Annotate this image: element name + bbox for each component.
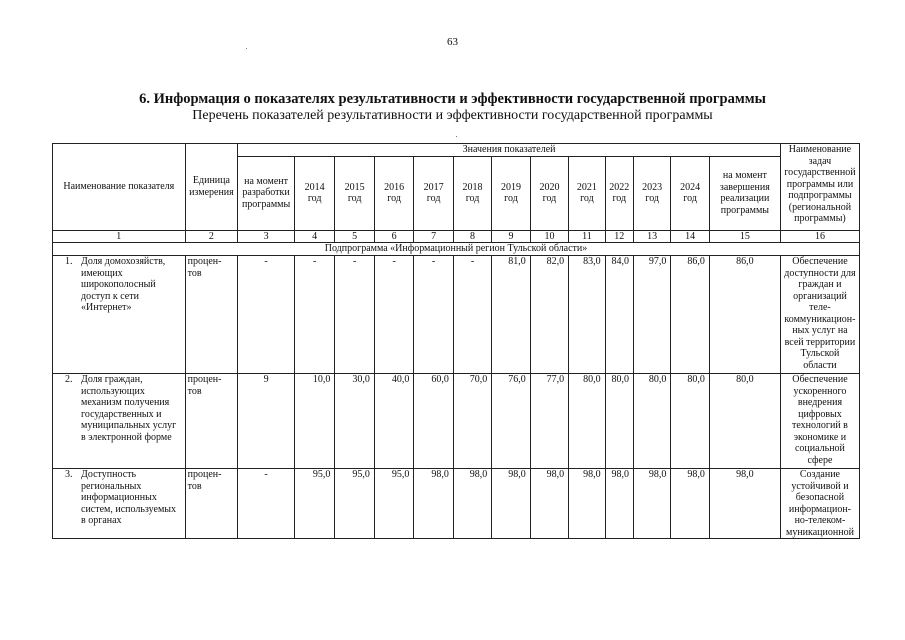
- row-number: 3.: [65, 469, 73, 480]
- header-year-2015: 2015 год: [335, 156, 374, 230]
- indicator-name-cell: [53, 374, 186, 469]
- value-2023: 98,0: [633, 469, 670, 539]
- row-number: 2.: [65, 374, 73, 385]
- subprogram-title: Подпрограмма «Информационный регион Тульской области»: [53, 243, 860, 256]
- unit-cell: процен-тов: [185, 469, 238, 539]
- value-2018: 98,0: [453, 469, 491, 539]
- header-year-2024: 2024 год: [671, 156, 709, 230]
- header-year-2016: 2016 год: [374, 156, 413, 230]
- indicator-name: Доля домохозяйств, имеющих широкополосный доступ к сети «Интернет»: [81, 256, 166, 313]
- value-2021: 83,0: [569, 256, 605, 374]
- task-cell: Создание устойчивой и безопасной информацион-но-телеком-муникационной: [780, 469, 859, 539]
- page-number: 63: [447, 36, 458, 48]
- value-2018: -: [453, 256, 491, 374]
- header-start: на момент разработки программы: [238, 156, 295, 230]
- row-number: 1.: [65, 256, 73, 267]
- value-2021: 98,0: [569, 469, 605, 539]
- task-cell: Обеспечение ускоренного внедрения цифровых технологий в экономике и социальной сфере: [780, 374, 859, 469]
- column-number: 15: [709, 230, 780, 243]
- header-name: Наименование показателя: [53, 144, 186, 231]
- column-number: 14: [671, 230, 709, 243]
- column-number: 8: [453, 230, 491, 243]
- column-number-row: [53, 230, 860, 243]
- value-2018: 70,0: [453, 374, 491, 469]
- column-number: 4: [294, 230, 334, 243]
- value-2016: -: [374, 256, 413, 374]
- task-cell: Обеспечение доступности для граждан и организаций теле-коммуникацион-ных услуг на всей территории Тульской области: [780, 256, 859, 374]
- header-year-2021: 2021 год: [569, 156, 605, 230]
- column-number: 10: [530, 230, 568, 243]
- value-2017: 98,0: [414, 469, 453, 539]
- value-2019: 81,0: [492, 256, 530, 374]
- column-number: 2: [185, 230, 238, 243]
- value-2023: 97,0: [633, 256, 670, 374]
- scan-speck: [456, 136, 457, 137]
- value-2024: 98,0: [671, 469, 709, 539]
- indicator-name-cell: [53, 256, 186, 374]
- header-end: на момент завершения реализации программы: [709, 156, 780, 230]
- header-year-2017: 2017 год: [414, 156, 453, 230]
- column-number: 6: [374, 230, 413, 243]
- value-2015: 95,0: [335, 469, 374, 539]
- value-2022: 84,0: [605, 256, 633, 374]
- header-year-2022: 2022 год: [605, 156, 633, 230]
- table-row: [53, 374, 860, 469]
- value-2015: 30,0: [335, 374, 374, 469]
- header-year-2014: 2014 год: [294, 156, 334, 230]
- header-task: Наименование задач государственной программы или подпрограммы (региональной программы): [780, 144, 859, 231]
- column-number: 12: [605, 230, 633, 243]
- value-2021: 80,0: [569, 374, 605, 469]
- value-2017: 60,0: [414, 374, 453, 469]
- column-number: 9: [492, 230, 530, 243]
- column-number: 7: [414, 230, 453, 243]
- value-2024: 86,0: [671, 256, 709, 374]
- value-start: 9: [238, 374, 295, 469]
- value-2019: 76,0: [492, 374, 530, 469]
- value-2020: 77,0: [530, 374, 568, 469]
- indicator-name-cell: [53, 469, 186, 539]
- header-year-2019: 2019 год: [492, 156, 530, 230]
- header-values-group: Значения показателей: [238, 144, 781, 157]
- column-number: 11: [569, 230, 605, 243]
- value-2022: 80,0: [605, 374, 633, 469]
- indicator-name: Доступность региональных информационных систем, используемых в органах: [81, 469, 177, 526]
- value-end: 80,0: [709, 374, 780, 469]
- unit-cell: процен-тов: [185, 256, 238, 374]
- column-number: 5: [335, 230, 374, 243]
- header-year-2023: 2023 год: [633, 156, 670, 230]
- table-row: [53, 469, 860, 539]
- column-number: 3: [238, 230, 295, 243]
- value-2016: 95,0: [374, 469, 413, 539]
- value-2014: -: [294, 256, 334, 374]
- header-unit: Единица измерения: [185, 144, 238, 231]
- section-subtitle: Перечень показателей результативности и эффективности государственной программы: [192, 108, 713, 123]
- indicators-table: [52, 143, 860, 539]
- value-2017: -: [414, 256, 453, 374]
- value-2019: 98,0: [492, 469, 530, 539]
- value-2014: 10,0: [294, 374, 334, 469]
- value-end: 86,0: [709, 256, 780, 374]
- value-end: 98,0: [709, 469, 780, 539]
- header-year-2018: 2018 год: [453, 156, 491, 230]
- indicator-name: Доля граждан, использующих механизм получения государственных и муниципальных услуг в электронной форме: [81, 374, 177, 443]
- value-2020: 82,0: [530, 256, 568, 374]
- column-number: 1: [53, 230, 186, 243]
- header-year-2020: 2020 год: [530, 156, 568, 230]
- column-number: 16: [780, 230, 859, 243]
- value-2023: 80,0: [633, 374, 670, 469]
- scan-speck: [246, 48, 247, 49]
- section-title: 6. Информация о показателях результативности и эффективности государственной программы: [139, 91, 766, 107]
- unit-cell: процен-тов: [185, 374, 238, 469]
- value-2022: 98,0: [605, 469, 633, 539]
- value-2020: 98,0: [530, 469, 568, 539]
- table-row: [53, 256, 860, 374]
- value-2024: 80,0: [671, 374, 709, 469]
- value-2016: 40,0: [374, 374, 413, 469]
- value-start: -: [238, 256, 295, 374]
- value-2015: -: [335, 256, 374, 374]
- column-number: 13: [633, 230, 670, 243]
- value-start: -: [238, 469, 295, 539]
- value-2014: 95,0: [294, 469, 334, 539]
